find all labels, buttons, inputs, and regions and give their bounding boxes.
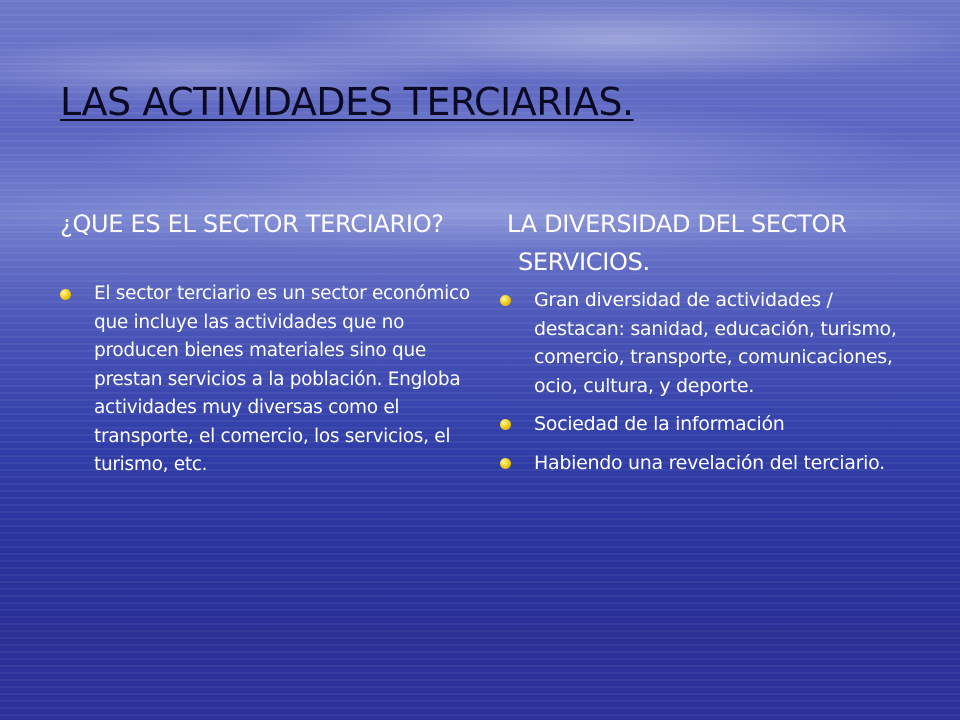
bullet-dot-icon: [500, 295, 511, 306]
bullet-text: Habiendo una revelación del terciario.: [534, 451, 885, 474]
list-item: [500, 286, 920, 400]
list-item: [500, 410, 920, 439]
right-bullet-list: [500, 286, 920, 477]
list-item: [60, 280, 480, 480]
right-heading-line2: SERVICIOS.: [518, 248, 650, 276]
left-bullet-list: [60, 280, 480, 480]
bullet-dot-icon: [60, 289, 71, 300]
list-item: [500, 449, 920, 478]
bullet-dot-icon: [500, 458, 511, 469]
right-column: [500, 205, 920, 487]
left-column-heading: ¿QUE ES EL SECTOR TERCIARIO?: [60, 210, 444, 238]
slide-title: LAS ACTIVIDADES TERCIARIAS.: [60, 80, 634, 124]
bullet-dot-icon: [500, 419, 511, 430]
right-heading-line1: LA DIVERSIDAD DEL SECTOR: [507, 210, 847, 238]
right-column-heading: [500, 205, 920, 281]
bullet-text: El sector terciario es un sector económico que incluye las actividades que no producen bienes materiales sino que prestan servicios a la población. Engloba actividades muy diversas como el transporte, el comercio, los servicios, el turismo, etc.: [94, 283, 470, 475]
bullet-text: Sociedad de la información: [534, 413, 785, 435]
left-column: [60, 205, 480, 480]
bullet-text: Gran diversidad de actividades / destacan: sanidad, educación, turismo, comercio, transporte, comunicaciones, ocio, cultura, y deporte.: [534, 289, 897, 397]
